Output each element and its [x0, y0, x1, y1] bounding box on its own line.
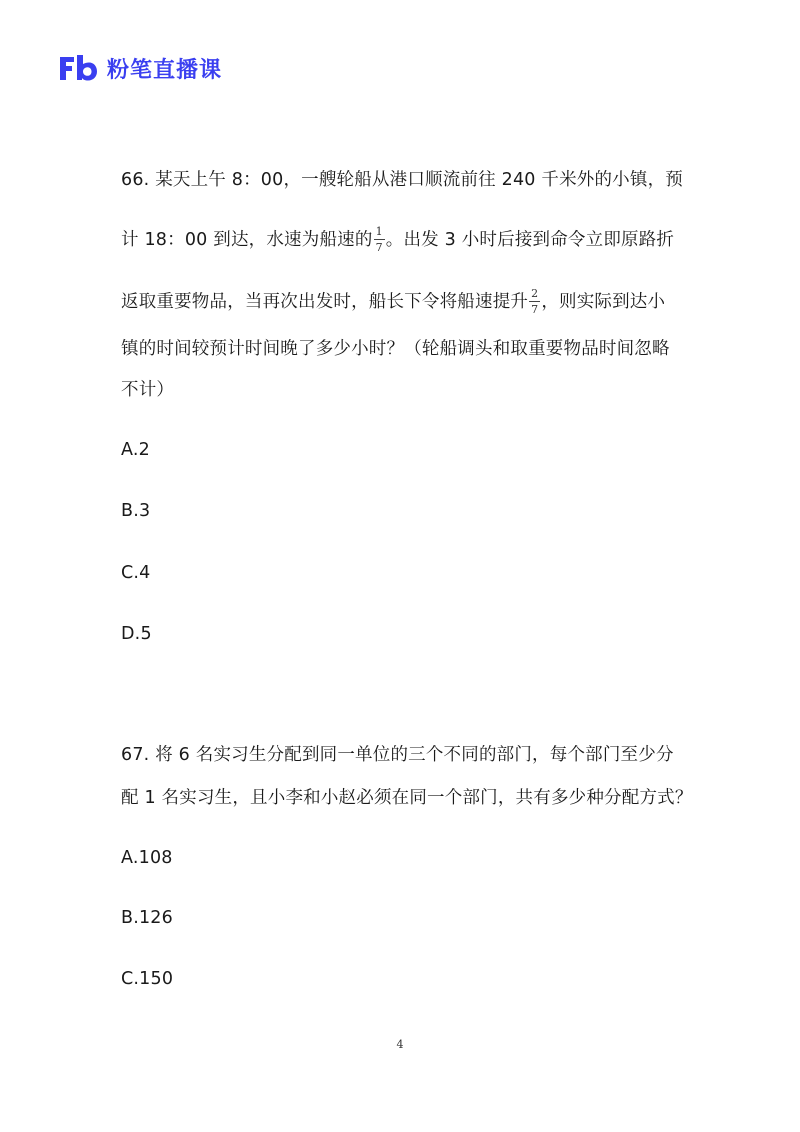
q67-line-1: 67. 将 6 名实习生分配到同一单位的三个不同的部门，每个部门至少分 [121, 745, 674, 765]
fraction-numerator: 1 [375, 225, 383, 238]
brand-name: 粉笔直播课 [107, 57, 223, 83]
q66-line-3-text-a: 返取重要物品，当再次出发时，船长下令将船速提升 [121, 292, 529, 312]
page-number: 4 [396, 1038, 404, 1051]
fenbi-fb-logo-icon [57, 53, 99, 83]
q66-line-4: 镇的时间较预计时间晚了多少小时？（轮船调头和取重要物品时间忽略 [121, 339, 670, 359]
q67-line-2: 配 1 名实习生，且小李和小赵必须在同一个部门，共有多少种分配方式？ [121, 788, 693, 808]
q67-option-b: B.126 [121, 908, 173, 928]
fraction-denominator: 7 [531, 303, 539, 316]
fraction-two-sevenths [529, 288, 540, 315]
q66-option-a: A.2 [121, 440, 150, 460]
q66-option-d: D.5 [121, 624, 152, 644]
q66-option-b: B.3 [121, 501, 151, 521]
q66-line-3-text-b: ，则实际到达小 [541, 292, 666, 312]
q66-option-c: C.4 [121, 563, 151, 583]
brand-logo [57, 52, 222, 84]
q66-line-2-text-b: 。出发 3 小时后接到命令立即原路折 [385, 230, 675, 250]
fraction-denominator: 7 [375, 241, 383, 254]
q67-option-c: C.150 [121, 969, 174, 989]
q67-option-a: A.108 [121, 848, 173, 868]
fraction-one-seventh [374, 226, 385, 253]
fraction-numerator: 2 [531, 287, 539, 300]
q66-line-2-text-a: 计 18：00 到达，水速为船速的 [121, 230, 373, 250]
q66-line-1: 66. 某天上午 8：00，一艘轮船从港口顺流前往 240 千米外的小镇，预 [121, 170, 683, 190]
q66-line-3 [121, 288, 665, 315]
q66-line-5: 不计） [121, 380, 175, 400]
q66-line-2 [121, 226, 674, 253]
